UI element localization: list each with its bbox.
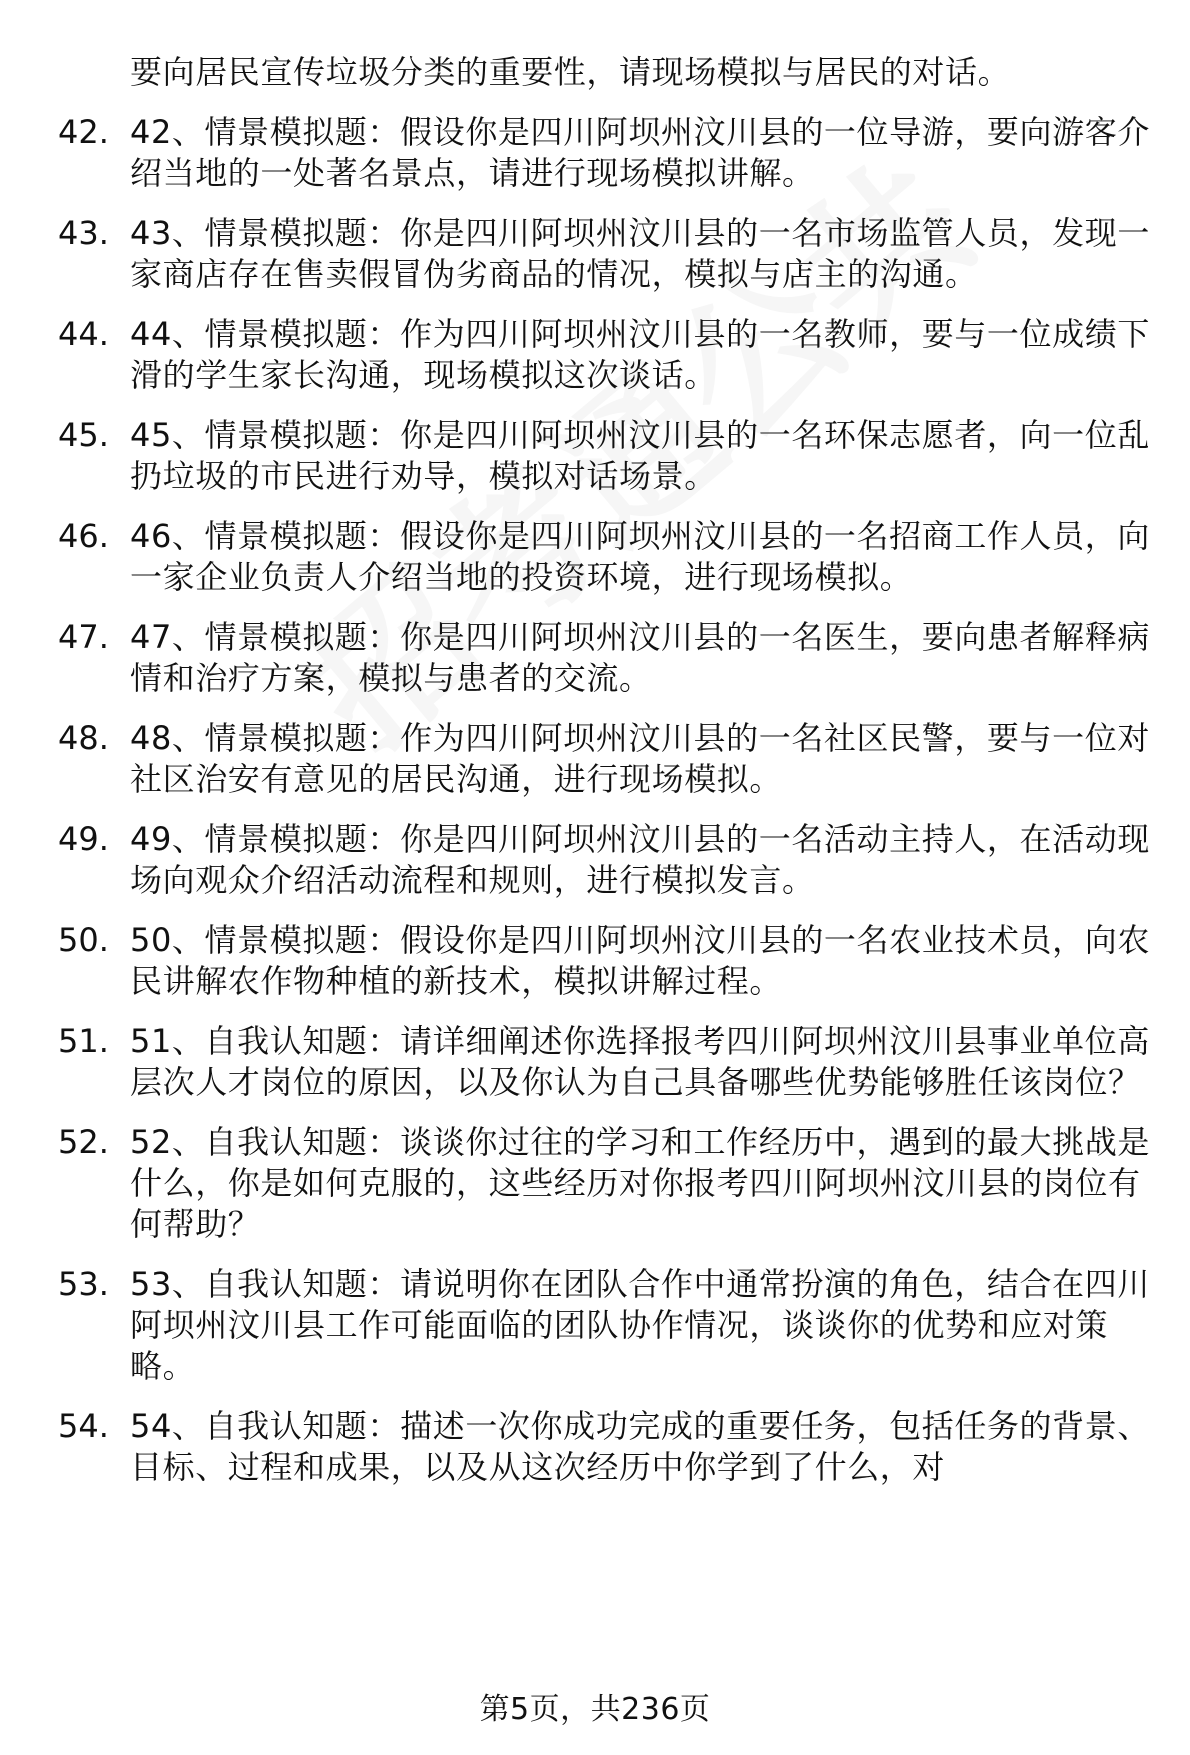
- item-text: 50、情景模拟题：假设你是四川阿坝州汶川县的一名农业技术员，向农民讲解农作物种植的新技术，模拟讲解过程。: [130, 921, 1150, 1000]
- item-text: 47、情景模拟题：你是四川阿坝州汶川县的一名医生，要向患者解释病情和治疗方案，模拟与患者的交流。: [130, 618, 1150, 697]
- item-number: 49.: [58, 820, 109, 858]
- item-number: 46.: [58, 517, 109, 555]
- list-item: [0, 1122, 1190, 1245]
- item-number: 53.: [58, 1265, 109, 1303]
- item-text: 49、情景模拟题：你是四川阿坝州汶川县的一名活动主持人，在活动现场向观众介绍活动流程和规则，进行模拟发言。: [130, 820, 1150, 899]
- item-number: 50.: [58, 921, 109, 959]
- list-item: [0, 920, 1190, 1002]
- list-item: [0, 516, 1190, 598]
- item-number: 47.: [58, 618, 109, 656]
- item-number: 51.: [58, 1022, 109, 1060]
- list-item: [0, 1021, 1190, 1103]
- list-item: [0, 52, 1190, 93]
- list-item: [0, 415, 1190, 497]
- list-item: [0, 213, 1190, 295]
- item-text: 46、情景模拟题：假设你是四川阿坝州汶川县的一名招商工作人员，向一家企业负责人介绍当地的投资环境，进行现场模拟。: [130, 517, 1150, 596]
- item-number: 54.: [58, 1407, 109, 1445]
- item-text: 42、情景模拟题：假设你是四川阿坝州汶川县的一位导游，要向游客介绍当地的一处著名景点，请进行现场模拟讲解。: [130, 113, 1150, 192]
- item-text: 53、自我认知题：请说明你在团队合作中通常扮演的角色，结合在四川阿坝州汶川县工作可能面临的团队协作情况，谈谈你的优势和应对策略。: [130, 1265, 1150, 1385]
- list-item: [0, 718, 1190, 800]
- item-number: 48.: [58, 719, 109, 757]
- list-item: [0, 1406, 1190, 1488]
- item-number: 42.: [58, 113, 109, 151]
- list-item: [0, 112, 1190, 194]
- item-number: 45.: [58, 416, 109, 454]
- item-text: 51、自我认知题：请详细阐述你选择报考四川阿坝州汶川县事业单位高层次人才岗位的原因，以及你认为自己具备哪些优势能够胜任该岗位？: [130, 1022, 1150, 1101]
- item-text: 54、自我认知题：描述一次你成功完成的重要任务，包括任务的背景、目标、过程和成果，以及从这次经历中你学到了什么，对: [130, 1407, 1150, 1486]
- question-list: [0, 52, 1190, 1507]
- item-text: 43、情景模拟题：你是四川阿坝州汶川县的一名市场监管人员，发现一家商店存在售卖假冒伪劣商品的情况，模拟与店主的沟通。: [130, 214, 1150, 293]
- item-number: 44.: [58, 315, 109, 353]
- list-item: [0, 819, 1190, 901]
- item-number: 43.: [58, 214, 109, 252]
- item-number: 52.: [58, 1123, 109, 1161]
- item-text: 45、情景模拟题：你是四川阿坝州汶川县的一名环保志愿者，向一位乱扔垃圾的市民进行劝导，模拟对话场景。: [130, 416, 1150, 495]
- list-item: [0, 617, 1190, 699]
- page-footer: 第5页，共236页: [479, 1692, 711, 1727]
- item-text: 52、自我认知题：谈谈你过往的学习和工作经历中，遇到的最大挑战是什么，你是如何克服的，这些经历对你报考四川阿坝州汶川县的岗位有何帮助？: [130, 1123, 1150, 1243]
- list-item: [0, 314, 1190, 396]
- item-text: 44、情景模拟题：作为四川阿坝州汶川县的一名教师，要与一位成绩下滑的学生家长沟通，现场模拟这次谈话。: [130, 315, 1150, 394]
- item-text: 要向居民宣传垃圾分类的重要性，请现场模拟与居民的对话。: [130, 53, 1011, 91]
- list-item: [0, 1264, 1190, 1387]
- item-text: 48、情景模拟题：作为四川阿坝州汶川县的一名社区民警，要与一位对社区治安有意见的居民沟通，进行现场模拟。: [130, 719, 1150, 798]
